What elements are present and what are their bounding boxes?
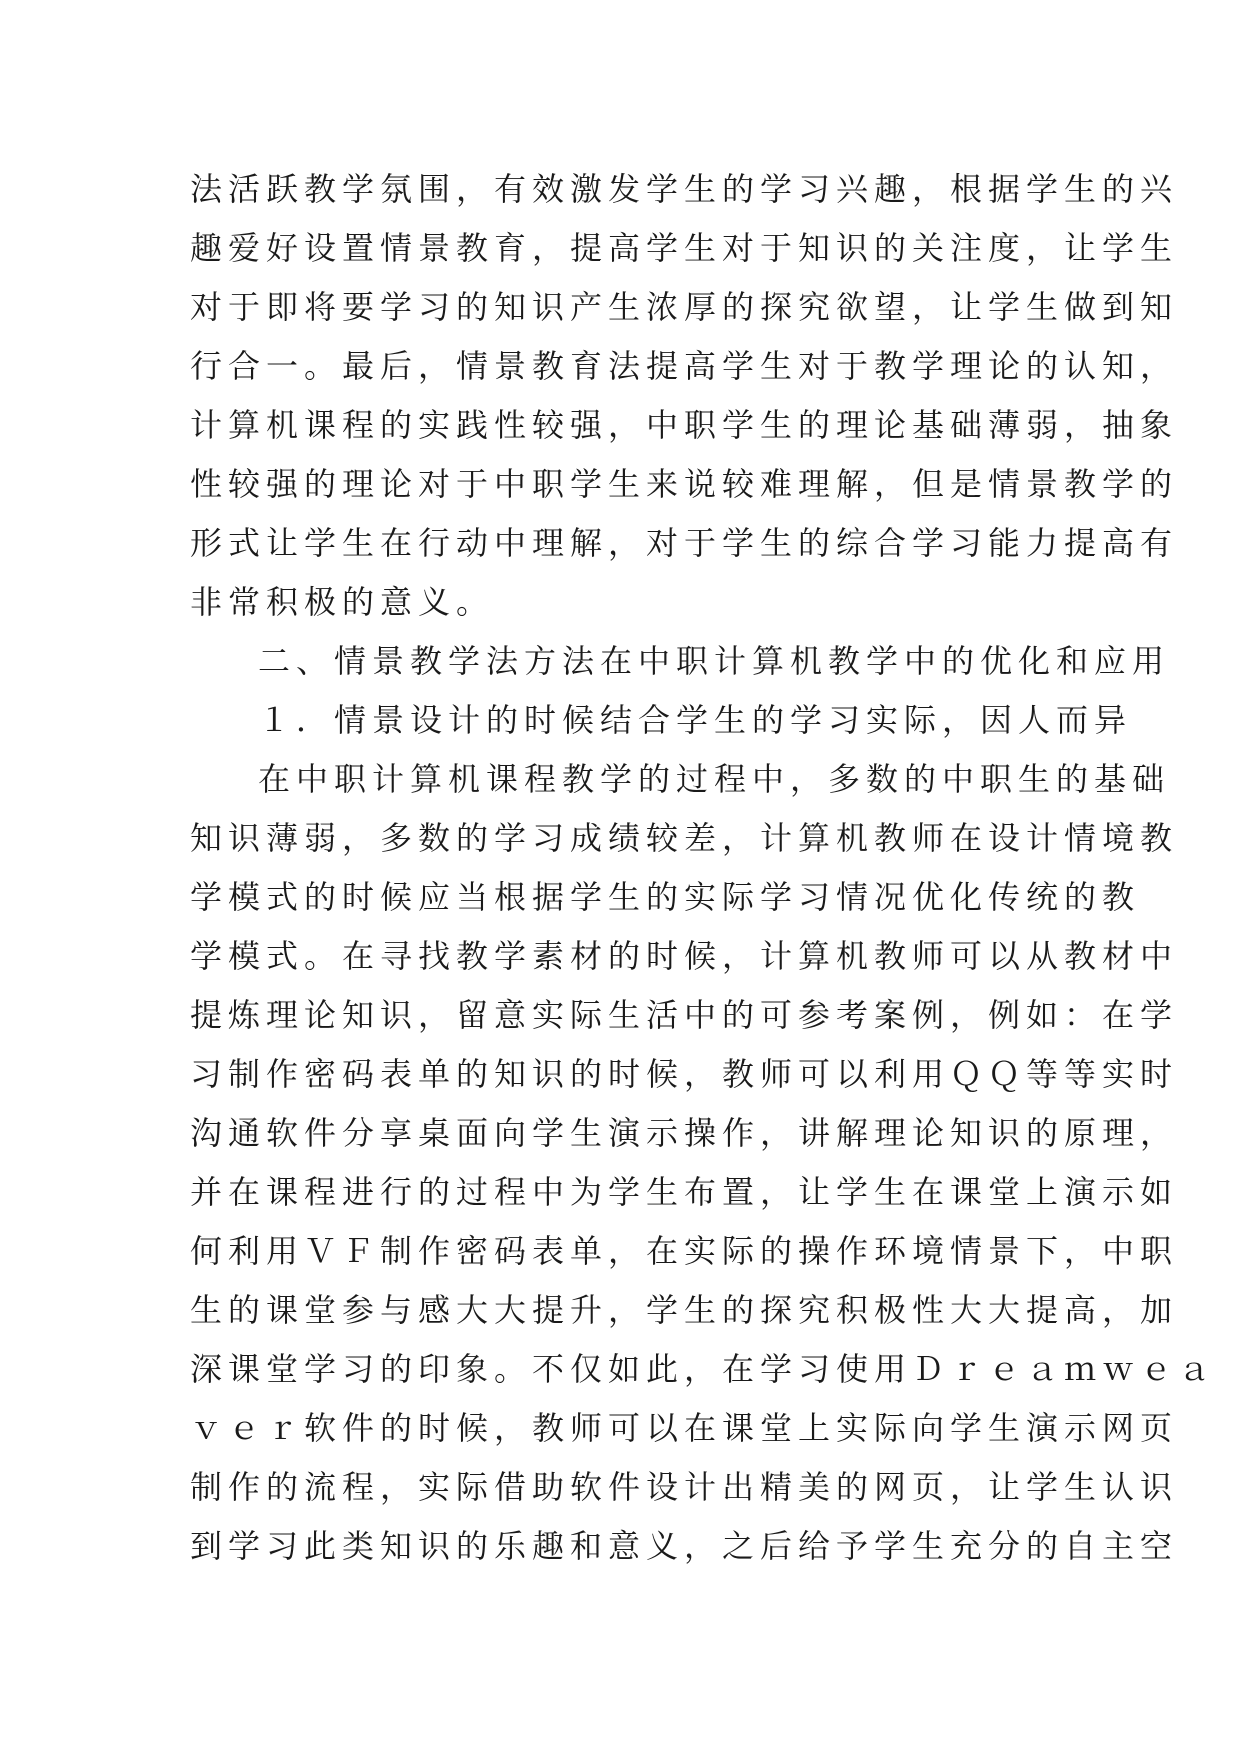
- text-line: 形式让学生在行动中理解，对于学生的综合学习能力提高有: [190, 524, 1179, 562]
- text-line: 制作的流程，实际借助软件设计出精美的网页，让学生认识: [190, 1468, 1179, 1506]
- text-line: 沟通软件分享桌面向学生演示操作，讲解理论知识的原理，: [190, 1114, 1179, 1152]
- text-line: 性较强的理论对于中职学生来说较难理解，但是情景教学的: [190, 465, 1179, 503]
- text-line: 习制作密码表单的知识的时候，教师可以利用ＱＱ等等实时: [190, 1055, 1179, 1093]
- text-line: 并在课程进行的过程中为学生布置，让学生在课堂上演示如: [190, 1173, 1179, 1211]
- text-line: ｖｅｒ软件的时候，教师可以在课堂上实际向学生演示网页: [190, 1409, 1179, 1447]
- text-line: 知识薄弱，多数的学习成绩较差，计算机教师在设计情境教: [190, 819, 1179, 857]
- text-line: 深课堂学习的印象。不仅如此，在学习使用Ｄｒｅａｍｗｅａ: [190, 1350, 1217, 1388]
- text-line: 对于即将要学习的知识产生浓厚的探究欲望，让学生做到知: [190, 288, 1179, 326]
- subsection-heading: １．情景设计的时候结合学生的学习实际，因人而异: [258, 701, 1133, 739]
- text-line: 何利用ＶＦ制作密码表单，在实际的操作环境情景下，中职: [190, 1232, 1179, 1270]
- text-line: 提炼理论知识，留意实际生活中的可参考案例，例如：在学: [190, 996, 1179, 1034]
- section-heading: 二、情景教学法方法在中职计算机教学中的优化和应用: [258, 642, 1171, 680]
- text-line: 法活跃教学氛围，有效激发学生的学习兴趣，根据学生的兴: [190, 170, 1179, 208]
- text-line: 生的课堂参与感大大提升，学生的探究积极性大大提高，加: [190, 1291, 1179, 1329]
- text-line: 到学习此类知识的乐趣和意义，之后给予学生充分的自主空: [190, 1527, 1179, 1565]
- text-line: 趣爱好设置情景教育，提高学生对于知识的关注度，让学生: [190, 229, 1179, 267]
- document-body: [190, 160, 1217, 1576]
- text-line: 学模式。在寻找教学素材的时候，计算机教师可以从教材中: [190, 937, 1179, 975]
- text-line: 非常积极的意义。: [190, 583, 495, 621]
- text-line: 在中职计算机课程教学的过程中，多数的中职生的基础: [258, 760, 1171, 798]
- text-line: 计算机课程的实践性较强，中职学生的理论基础薄弱，抽象: [190, 406, 1179, 444]
- text-line: 行合一。最后，情景教育法提高学生对于教学理论的认知，: [190, 347, 1179, 385]
- text-line: 学模式的时候应当根据学生的实际学习情况优化传统的教: [190, 878, 1141, 916]
